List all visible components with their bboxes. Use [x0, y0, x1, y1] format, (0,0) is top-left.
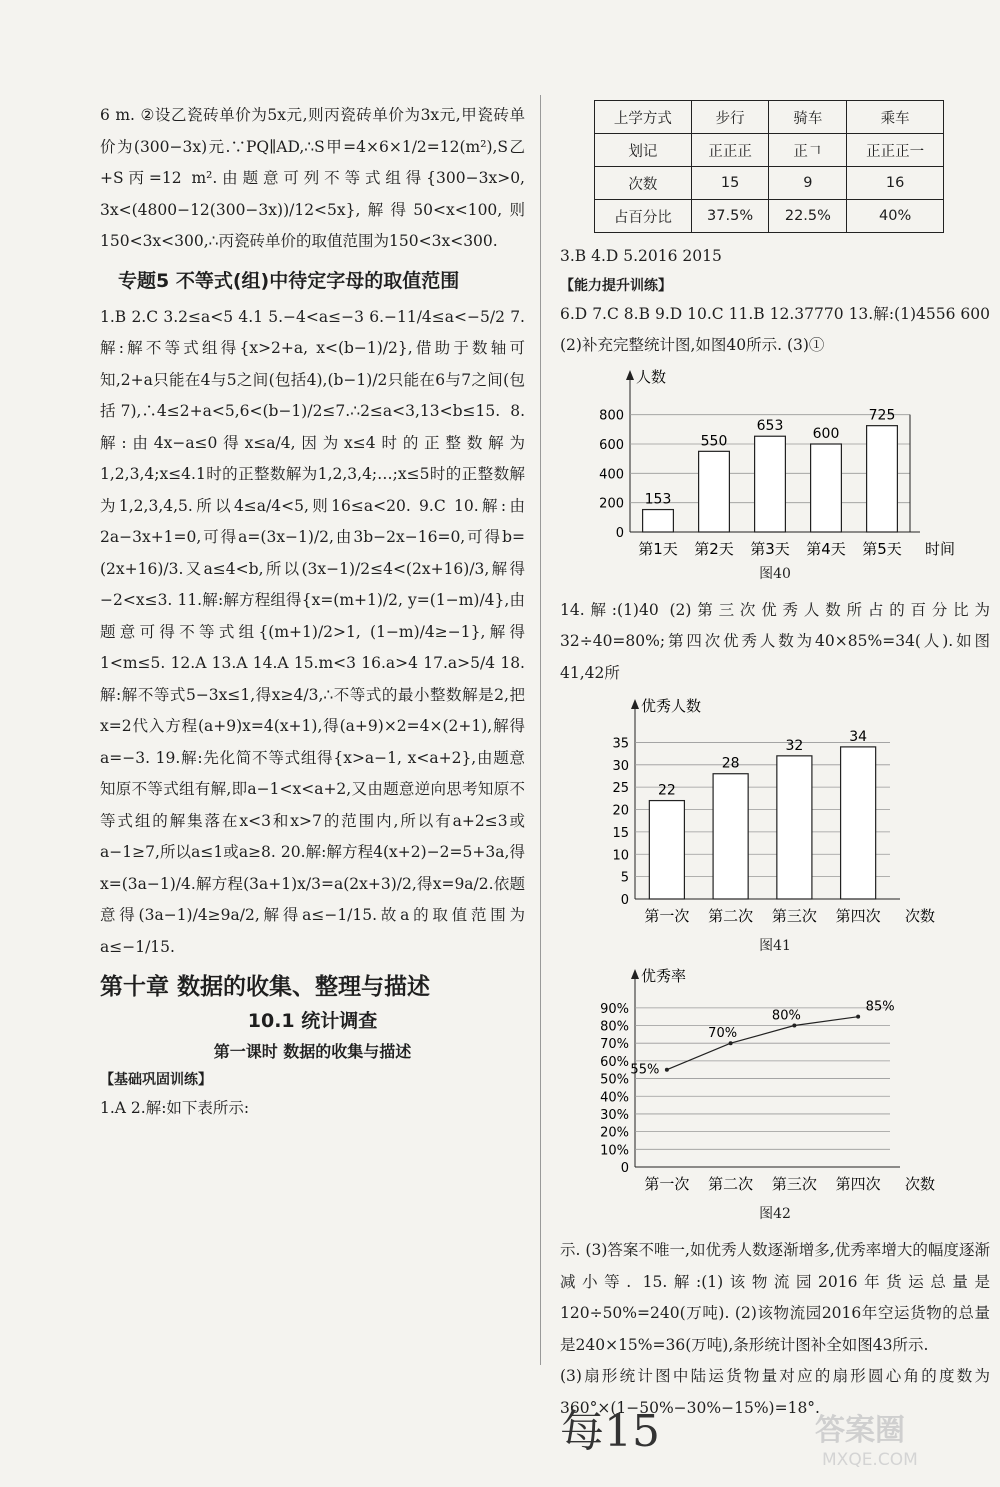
- data-label: 153: [644, 491, 672, 508]
- line-chart-fig42: [560, 967, 980, 1197]
- y-axis-title: 优秀率: [641, 967, 687, 985]
- x-tick-label: 第四次: [835, 907, 881, 925]
- table-header-cell: 乘车: [847, 101, 944, 134]
- left-column: [100, 100, 525, 1125]
- basic-training-tag: 【基础巩固训练】: [100, 1072, 212, 1088]
- y-tick-label: 600: [599, 437, 624, 453]
- table-cell: 划记: [595, 134, 692, 167]
- y-tick-label: 50%: [600, 1072, 629, 1088]
- advanced-training-tag: 【能力提升训练】: [560, 277, 672, 294]
- bar: [777, 756, 812, 899]
- table-header-row: [595, 101, 944, 134]
- table-cell: 次数: [595, 167, 692, 200]
- right-column: [560, 100, 990, 1424]
- y-tick-label: 30%: [600, 1107, 629, 1123]
- figure-caption: 图42: [759, 1206, 791, 1222]
- x-tick-label: 第一次: [644, 907, 690, 925]
- answer-paragraph-3: 1.A 2.解:如下表所示:: [100, 1099, 250, 1117]
- y-tick-label: 40%: [600, 1090, 629, 1106]
- y-tick-label: 60%: [600, 1054, 629, 1070]
- table-cell: 9: [769, 167, 847, 200]
- data-label: 653: [756, 417, 784, 434]
- lesson-heading: 第一课时 数据的收集与描述: [213, 1042, 412, 1061]
- y-axis-title: 人数: [636, 367, 667, 386]
- table-cell: 正正正一: [847, 134, 944, 167]
- x-tick-label: 第四次: [835, 1175, 881, 1193]
- x-tick-label: 第一次: [644, 1175, 690, 1193]
- y-tick-label: 15: [612, 825, 629, 841]
- answers-14: 14.解:(1)40 (2)第三次优秀人数所占的百分比为32÷40=80%;第四次优秀人数为40×85%=34(人).如图41,42所: [560, 600, 990, 682]
- watermark-logo: 答案圈: [815, 1413, 905, 1448]
- bar: [755, 436, 786, 532]
- data-label: 22: [657, 782, 676, 799]
- x-tick-label: 第二次: [708, 1175, 754, 1193]
- figure-caption: 图41: [759, 938, 791, 954]
- bar: [649, 801, 684, 899]
- x-tick-label: 第二次: [708, 907, 754, 925]
- table-cell: 占百分比: [595, 200, 692, 233]
- bar: [867, 425, 898, 531]
- x-tick-label: 第1天: [638, 539, 678, 557]
- x-tick-label: 第三次: [771, 1175, 817, 1193]
- x-tick-label: 第3天: [750, 539, 790, 557]
- data-label: 32: [785, 737, 804, 754]
- y-tick-label: 0: [620, 893, 629, 908]
- answers-14-15: 示. (3)答案不唯一,如优秀人数逐渐增多,优秀率增大的幅度逐渐减小等. 15.解:(1)该物流园2016年货运总量是120÷50%=240(万吨). (2)该物流园2016年空运货物的总量是240×15%=36(万吨),条形统计图补全如图43所示.: [560, 1241, 990, 1354]
- table-cell: 22.5%: [769, 200, 847, 233]
- table-row: [595, 200, 944, 233]
- y-axis-title: 优秀人数: [641, 697, 702, 715]
- bar: [811, 444, 842, 532]
- handwritten-page-mark: 每15: [560, 1406, 660, 1457]
- y-tick-label: 70%: [600, 1037, 629, 1053]
- data-point: [856, 1015, 860, 1019]
- y-tick-label: 400: [599, 466, 624, 482]
- y-axis-arrow: [631, 699, 639, 709]
- data-label: 34: [849, 728, 868, 745]
- y-tick-label: 90%: [600, 1001, 629, 1017]
- answer-paragraph-2: 1.B 2.C 3.2≤a<5 4.1 5.−4<a≤−3 6.−11/4≤a<−5/2 7.解:解不等式组得{x>2+a, x<(b−1)/2},借助于数轴可知,2+a只能在4与5之间(包括4),(b−1)/2只能在6与7之间(包括7),∴4≤2+a<5,6<(b−1)/2≤7.∴2≤a<3,13<b≤15. 8.解:由4x−a≤0得x≤a/4,因为x≤4时的正整数解为1,2,3,4;x≤4.1时的正整数解为1,2,3,4;…;x≤5时的正整数解为1,2,3,4,5.所以4≤a/4<5,则16≤a<20. 9.C 10.解:由2a−3x+1=0,可得a=(3x−1)/2,由3b−2x−16=0,可得b=(2x+16)/3.又a≤4<b,所以(3x−1)/2≤4<(2x+16)/3,解得−2<x≤3. 11.解:解方程组得{x=(m+1)/2, y=(1−m)/4},由题意可得不等式组{(m+1)/2>1, (1−m)/4≥−1},解得1<m≤5. 12.A 13.A 14.A 15.m<3 16.a>4 17.a>5/4 18.解:解不等式5−3x≤1,得x≥4/3,∴不等式的最小整数解是2,把x=2代入方程(a+9)x=4(x+1),得(a+9)×2=4×(2+1),解得a=−3. 19.解:先化简不等式组得{x>a−1, x<a+2},由题意知原不等式组有解,即a−1<x<a+2,又由题意逆向思考知原不等式组的解集落在x<3和x>7的范围内,所以有a+2≤3或a−1≥7,所以a≤1或a≥8. 20.解:解方程4(x+2)−2=5+3a,得x=(3a−1)/4.解方程(3a+1)x/3=a(2x+3)/2,得x=9a/2.依题意得(3a−1)/4≥9a/2,解得a≤−1/15.故a的取值范围为a≤−1/15.: [100, 307, 525, 956]
- data-point: [729, 1041, 733, 1045]
- section-heading: 10.1 统计调查: [247, 1010, 378, 1032]
- data-label: 600: [812, 425, 840, 442]
- y-tick-label: 800: [599, 408, 624, 424]
- table-cell: 15: [691, 167, 769, 200]
- data-label: 28: [721, 755, 740, 772]
- data-label: 85%: [865, 999, 895, 1015]
- topic-heading: 专题5 不等式(组)中待定字母的取值范围: [118, 269, 460, 292]
- y-axis-arrow: [631, 969, 639, 979]
- table-header-cell: 骑车: [769, 101, 847, 134]
- x-tick-label: 第4天: [806, 539, 846, 557]
- y-tick-label: 20: [612, 803, 629, 819]
- x-tick-label: 第三次: [771, 907, 817, 925]
- x-tick-label: 第5天: [862, 539, 902, 557]
- y-tick-label: 25: [612, 781, 629, 797]
- data-label: 70%: [708, 1026, 738, 1042]
- y-tick-label: 0: [615, 525, 624, 541]
- bar: [643, 509, 674, 531]
- table-cell: 正𠃍: [769, 134, 847, 167]
- x-axis-title: 时间: [925, 539, 956, 557]
- x-tick-label: 第2天: [694, 539, 734, 557]
- y-tick-label: 35: [612, 736, 629, 752]
- y-tick-label: 5: [620, 870, 629, 886]
- bar-chart-fig40: [560, 362, 980, 557]
- tally-table: [594, 100, 944, 233]
- table-cell: 正正正: [691, 134, 769, 167]
- bar: [841, 747, 876, 899]
- table-cell: 37.5%: [691, 200, 769, 233]
- data-label: 80%: [771, 1008, 801, 1024]
- table-header-cell: 上学方式: [595, 101, 692, 134]
- answers-15-3: (3)扇形统计图中陆运货物量对应的扇形圆心角的度数为360°×(1−50%−30%−15%)=18°.: [560, 1367, 990, 1417]
- answer-paragraph-1: 6 m. ②设乙瓷砖单价为5x元,则丙瓷砖单价为3x元,甲瓷砖单价为(300−3x)元.∵PQ∥AD,∴S甲=4×6×1/2=12(m²),S乙+S丙=12 m².由题意可列不等式组得{300−3x>0, 3x<(4800−12(300−3x))/12<5x},解得50<x<100,则150<3x<300,∴丙瓷砖单价的取值范围为150<3x<300.: [100, 106, 525, 250]
- data-point: [792, 1024, 796, 1028]
- y-tick-label: 80%: [600, 1019, 629, 1035]
- bar: [699, 451, 730, 532]
- data-label: 550: [700, 432, 728, 449]
- y-tick-label: 20%: [600, 1125, 629, 1141]
- figure-caption: 图40: [759, 565, 791, 582]
- table-row: [595, 134, 944, 167]
- y-tick-label: 10%: [600, 1143, 629, 1159]
- bar-chart-fig41: [560, 689, 980, 929]
- watermark-url: MXQE.COM: [822, 1450, 918, 1470]
- x-axis-title: 次数: [905, 1175, 936, 1193]
- table-cell: 40%: [847, 200, 944, 233]
- data-point: [665, 1068, 669, 1072]
- data-label: 55%: [630, 1062, 660, 1078]
- answers-3-5: 3.B 4.D 5.2016 2015: [560, 247, 722, 265]
- y-axis-arrow: [626, 370, 634, 380]
- chapter-heading: 第十章 数据的收集、整理与描述: [100, 974, 431, 1000]
- table-cell: 16: [847, 167, 944, 200]
- y-tick-label: 10: [612, 848, 629, 864]
- data-label: 725: [868, 407, 896, 424]
- table-header-cell: 步行: [691, 101, 769, 134]
- y-tick-label: 200: [599, 496, 624, 512]
- y-tick-label: 0: [620, 1161, 629, 1176]
- table-row: [595, 167, 944, 200]
- bar: [713, 774, 748, 899]
- y-tick-label: 30: [612, 758, 629, 774]
- answers-6-13: 6.D 7.C 8.B 9.D 10.C 11.B 12.37770 13.解:(1)4556 600 (2)补充完整统计图,如图40所示. (3)①: [560, 304, 990, 354]
- column-divider: [540, 95, 541, 1365]
- x-axis-title: 次数: [905, 907, 936, 925]
